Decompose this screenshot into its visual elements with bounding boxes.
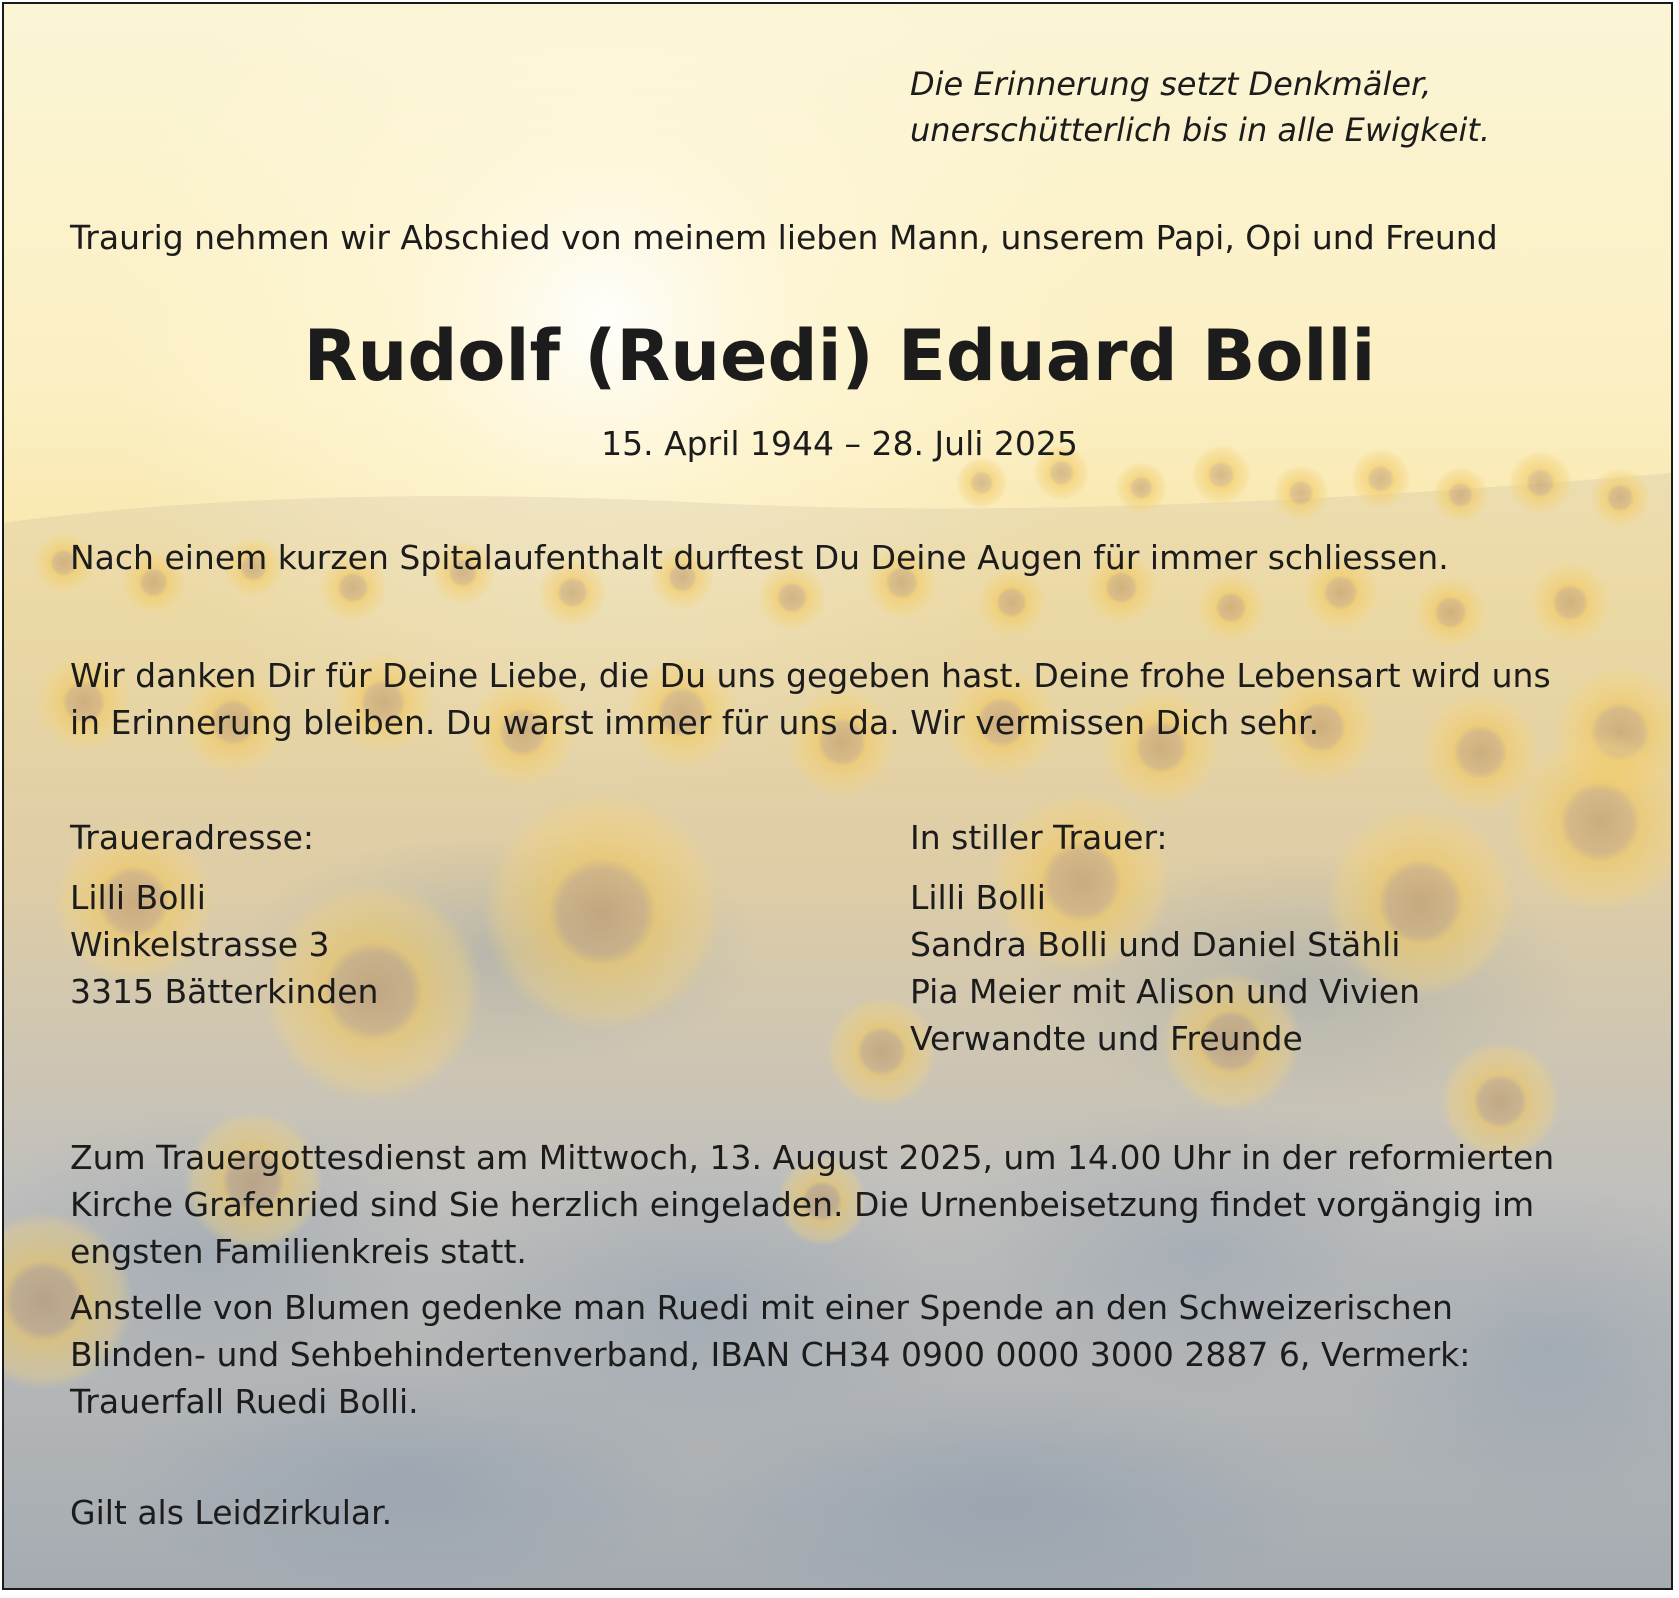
mourners-heading: In stiller Trauer:: [910, 818, 1168, 857]
address-block: [70, 874, 378, 1015]
donation-line-3: Trauerfall Ruedi Bolli.: [70, 1382, 419, 1421]
address-line: Lilli Bolli: [70, 878, 206, 917]
notice-content: [4, 4, 1671, 1588]
intro-line: Traurig nehmen wir Abschied von meinem lieben Mann, unserem Papi, Opi und Freund: [70, 218, 1498, 257]
thanks-line-2: in Erinnerung bleiben. Du warst immer für uns da. Wir vermissen Dich sehr.: [70, 703, 1320, 742]
closing-note: Gilt als Leidzirkular.: [70, 1493, 393, 1532]
deceased-name: Rudolf (Ruedi) Eduard Bolli: [303, 315, 1376, 397]
life-dates: 15. April 1944 – 28. Juli 2025: [601, 424, 1078, 463]
address-heading: Traueradresse:: [70, 818, 315, 857]
passing-paragraph: Nach einem kurzen Spitalaufenthalt durftest Du Deine Augen für immer schliessen.: [70, 538, 1449, 577]
donation-line-2: Blinden- und Sehbehindertenverband, IBAN CH34 0900 0000 3000 2887 6, Vermerk:: [70, 1335, 1471, 1374]
address-line: Winkelstrasse 3: [70, 925, 330, 964]
quote-line-1: Die Erinnerung setzt Denkmäler,: [910, 65, 1432, 103]
service-line-3: engsten Familienkreis statt.: [70, 1232, 527, 1271]
mourner-line: Pia Meier mit Alison und Vivien: [910, 972, 1421, 1011]
address-line: 3315 Bätterkinden: [70, 972, 379, 1011]
service-line-2: Kirche Grafenried sind Sie herzlich eingeladen. Die Urnenbeisetzung findet vorgängig im: [70, 1185, 1535, 1224]
donation-paragraph: [70, 1284, 1630, 1425]
mourner-line: Sandra Bolli und Daniel Stähli: [910, 925, 1401, 964]
quote-line-2: unerschütterlich bis in alle Ewigkeit.: [910, 111, 1491, 149]
obituary-notice: [2, 2, 1673, 1590]
thanks-paragraph: [70, 652, 1630, 746]
mourner-line: Verwandte und Freunde: [910, 1019, 1303, 1058]
memorial-quote: [910, 61, 1490, 153]
donation-line-1: Anstelle von Blumen gedenke man Ruedi mit einer Spende an den Schweizerischen: [70, 1288, 1453, 1327]
mourner-line: Lilli Bolli: [910, 878, 1046, 917]
thanks-line-1: Wir danken Dir für Deine Liebe, die Du uns gegeben hast. Deine frohe Lebensart wird uns: [70, 656, 1551, 695]
service-paragraph: [70, 1134, 1640, 1275]
mourners-block: [910, 874, 1420, 1062]
service-line-1: Zum Trauergottesdienst am Mittwoch, 13. August 2025, um 14.00 Uhr in der reformierten: [70, 1138, 1555, 1177]
